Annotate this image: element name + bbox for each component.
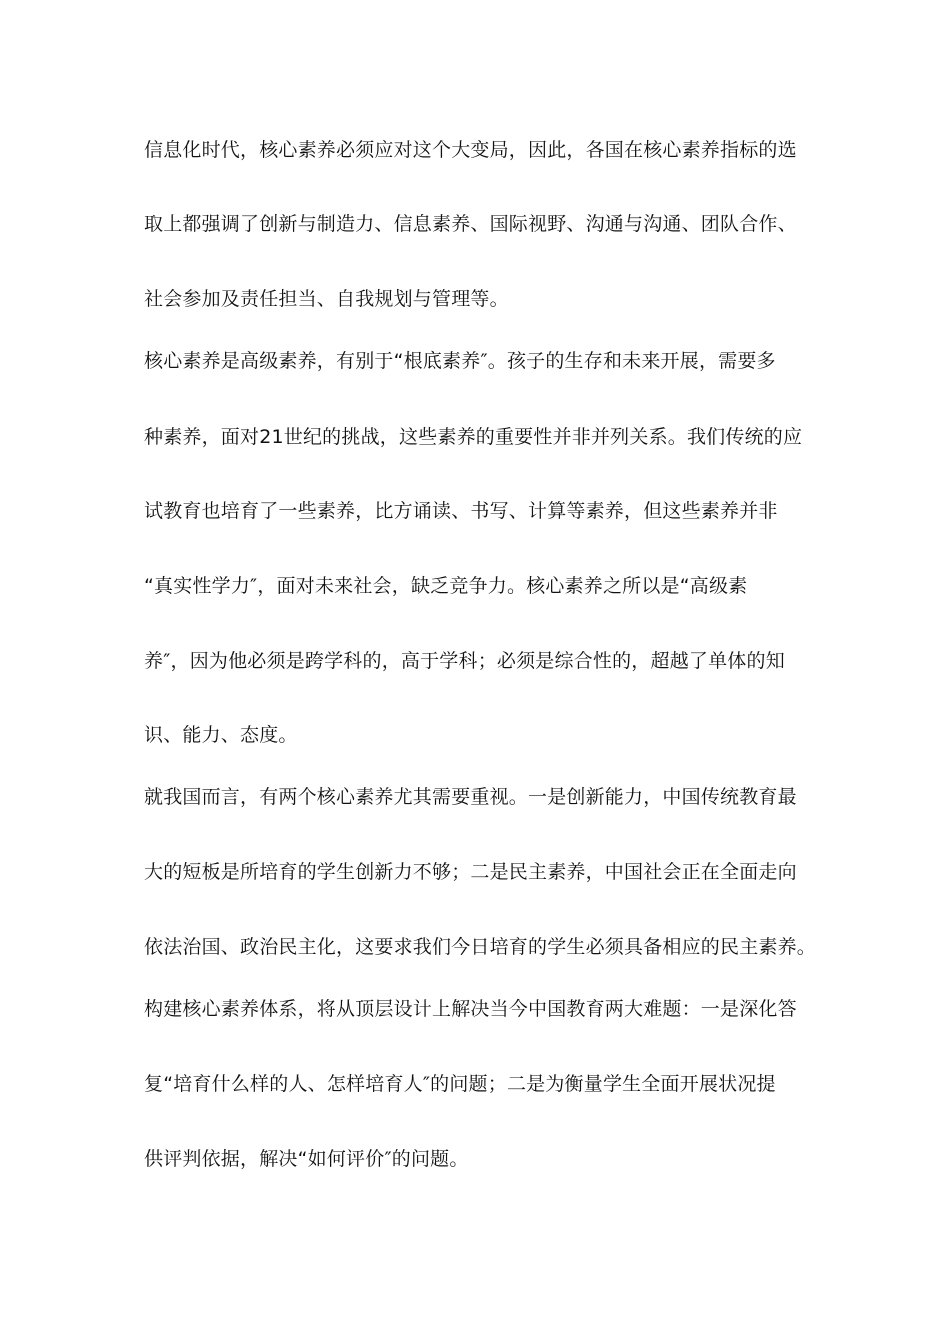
text-line-8: 养″，因为他必须是跨学科的，高于学科；必须是综合性的，超越了单体的知	[144, 650, 785, 672]
text-line-9: 识、能力、态度。	[144, 724, 298, 746]
text-line-13: 构建核心素养体系，将从顶层设计上解决当今中国教育两大难题：一是深化答	[144, 998, 797, 1020]
text-line-11: 大的短板是所培育的学生创新力不够；二是民主素养，中国社会正在全面走向	[144, 861, 797, 883]
text-line-7: “真实性学力″，面对未来社会，缺乏竞争力。核心素养之所以是“高级素	[144, 575, 748, 597]
text-line-2: 取上都强调了创新与制造力、信息素养、国际视野、沟通与沟通、团队合作、	[144, 213, 797, 235]
text-line-4: 核心素养是高级素养，有别于“根底素养″。孩子的生存和未来开展，需要多	[144, 350, 776, 372]
text-line-3: 社会参加及责任担当、自我规划与管理等。	[144, 288, 509, 310]
text-line-1: 信息化时代，核心素养必须应对这个大变局，因此，各国在核心素养指标的选	[144, 139, 797, 161]
text-line-6: 试教育也培育了一些素养，比方诵读、书写、计算等素养，但这些素养并非	[144, 500, 778, 522]
text-line-10: 就我国而言，有两个核心素养尤其需要重视。一是创新能力，中国传统教育最	[144, 786, 797, 808]
text-line-15: 供评判依据，解决“如何评价″的问题。	[144, 1148, 469, 1170]
text-line-14: 复“培育什么样的人、怎样培育人″的问题；二是为衡量学生全面开展状况提	[144, 1073, 776, 1095]
text-line-12: 依法治国、政治民主化，这要求我们今日培育的学生必须具备相应的民主素养。	[144, 936, 817, 958]
text-line-5: 种素养，面对21世纪的挑战，这些素养的重要性并非并列关系。我们传统的应	[144, 426, 803, 448]
